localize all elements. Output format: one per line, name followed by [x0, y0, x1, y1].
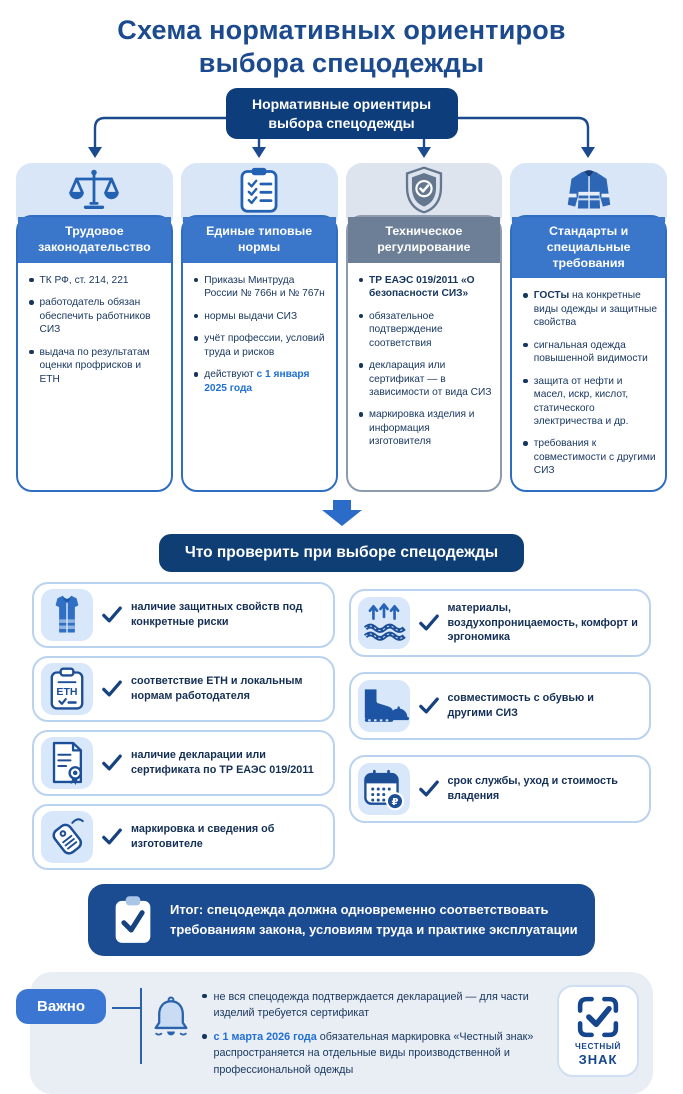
category-header: Единые типовые нормы: [183, 217, 336, 263]
shield-check-icon: [401, 165, 447, 215]
category-card-technical-regulation: [346, 163, 503, 492]
bullet-item: ГОСТы на конкретные виды одежды и защитные свойства: [523, 289, 657, 329]
clipboard-check-icon: [112, 894, 154, 946]
infographic-page: [0, 14, 683, 1076]
important-bullet: не вся спецодежда подтверждается декларацией — для части изделий требуется сертификат: [202, 989, 541, 1021]
check-item-compatibility-footwear: совместимость с обувью и другими СИЗ: [349, 672, 652, 740]
bullet-item: ТР ЕАЭС 019/2011 «О безопасности СИЗ»: [359, 274, 493, 301]
category-card-standard-norms: [181, 163, 338, 492]
important-note: [30, 972, 653, 1094]
check-item-marking-manufacturer: маркировка и сведения об изготовителе: [32, 804, 335, 870]
bullet-item: защита от нефти и масел, искр, кислот, статического электричества и др.: [523, 375, 657, 429]
scales-icon: [67, 167, 121, 213]
page-title: Схема нормативных ориентиров выбора спецодежды: [117, 15, 566, 79]
logo-text-line1: ЧЕСТНЫЙ: [575, 1041, 621, 1051]
check-mark-icon: [102, 828, 122, 845]
check-mark-icon: [102, 680, 122, 697]
check-item-materials-comfort: материалы, воздухопроницаемость, комфорт и эргономика: [349, 589, 652, 657]
category-columns: [16, 163, 667, 492]
boot-helmet-icon: [359, 686, 409, 726]
important-bullet: с 1 марта 2026 года обязательная маркировка «Честный знак» распространяется на отдельные виды производственной и профессиональной одежды: [202, 1029, 541, 1078]
logo-text-line2: ЗНАК: [578, 1051, 618, 1067]
category-header: Трудовое законодательство: [18, 217, 171, 263]
checklist-banner: Что проверить при выборе спецодежды: [159, 534, 524, 572]
check-mark-icon: [419, 697, 439, 714]
summary-text: Итог: спецодежда должна одновременно соответствовать требованиям закона, условиям труда и практике эксплуатации: [170, 902, 578, 937]
breathable-fabric-icon: [362, 602, 406, 644]
certificate-icon: [46, 740, 88, 785]
check-mark-icon: [102, 606, 122, 623]
root-node-label: Нормативные ориентиры выбора спецодежды: [251, 96, 432, 131]
calendar-ruble-icon: [362, 767, 406, 810]
summary-banner: [88, 884, 595, 956]
check-item-service-life-cost: ₽ срок службы, уход и стоимость владения: [349, 755, 652, 823]
bullet-item: действуют с 1 января 2025 года: [194, 368, 328, 395]
etn-clipboard-icon: [47, 667, 87, 711]
root-node: [226, 88, 458, 138]
bullet-item: обязательное подтверждение соответствия: [359, 310, 493, 350]
bullet-item: ТК РФ, ст. 214, 221: [29, 274, 163, 287]
checklist-grid: [32, 582, 651, 870]
workwear-jacket-icon: [564, 166, 614, 214]
category-card-standards-requirements: [510, 163, 667, 492]
check-item-declaration-certificate: наличие декларации или сертификата по ТР ЕАЭС 019/2011: [32, 730, 335, 796]
check-item-etn-compliance: ЕТН соответствие ЕТН и локальным нормам работодателя: [32, 656, 335, 722]
down-arrow-icon: [319, 500, 365, 526]
svg-text:ЕТН: ЕТН: [56, 685, 78, 698]
category-header: Стандарты и специальные требования: [512, 217, 665, 279]
check-mark-icon: [419, 780, 439, 797]
chestny-znak-icon: [576, 995, 620, 1039]
divider-line: [140, 988, 142, 1064]
bell-icon: [150, 994, 192, 1040]
check-item-protective-properties: наличие защитных свойств под конкретные риски: [32, 582, 335, 648]
svg-text:₽: ₽: [391, 797, 398, 809]
safety-vest-icon: [46, 594, 88, 636]
important-badge: Важно: [16, 989, 106, 1024]
connector-line: [112, 1007, 140, 1009]
chestny-znak-logo: [557, 985, 639, 1077]
bullet-item: Приказы Минтруда России № 766н и № 767н: [194, 274, 328, 301]
bullet-item: учёт профессии, условий труда и рисков: [194, 332, 328, 359]
check-mark-icon: [102, 754, 122, 771]
check-mark-icon: [419, 614, 439, 631]
bullet-item: требования к совместимости с другими СИЗ: [523, 437, 657, 477]
bullet-item: нормы выдачи СИЗ: [194, 310, 328, 323]
category-card-labor-law: [16, 163, 173, 492]
bullet-item: маркировка изделия и информация изготовителя: [359, 408, 493, 448]
checklist-clipboard-icon: [237, 166, 281, 214]
category-header: Техническое регулирование: [348, 217, 501, 263]
bullet-item: декларация или сертификат — в зависимости от вида СИЗ: [359, 359, 493, 399]
label-tag-icon: [45, 815, 89, 859]
bullet-item: сигнальная одежда повышенной видимости: [523, 339, 657, 366]
bullet-item: выдача по результатам оценки профрисков и ЕТН: [29, 346, 163, 386]
bullet-item: работодатель обязан обеспечить работников СИЗ: [29, 296, 163, 336]
